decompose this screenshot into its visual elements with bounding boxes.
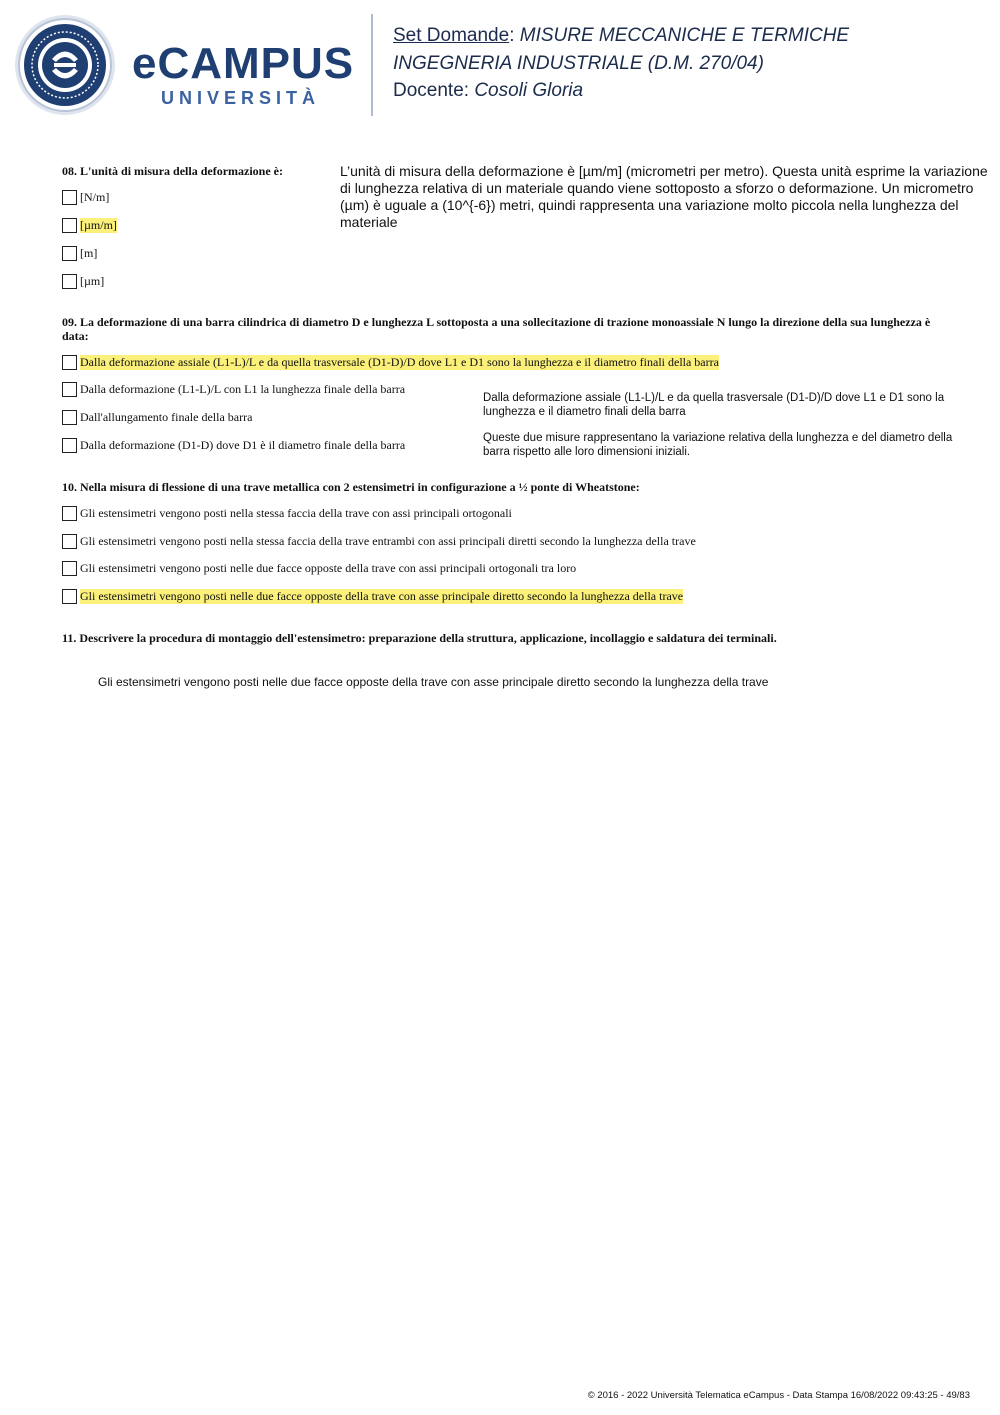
question-09-option-1[interactable]: Dalla deformazione assiale (L1-L)/L e da quella trasversale (D1-D)/D dove L1 e D1 sono la lunghezza e il diametro finali della barra — [62, 354, 719, 370]
question-09-answer-2: Queste due misure rappresentano la variazione relativa della lunghezza e del diametro della barra rispetto alle loro dimensioni iniziali. — [483, 432, 953, 458]
question-08-option-1[interactable]: [N/m] — [62, 189, 109, 205]
question-10-option-1[interactable]: Gli estensimetri vengono posti nella stessa faccia della trave con assi principali ortogonali — [62, 505, 512, 521]
question-08-title: 08. L'unità di misura della deformazione è: — [62, 164, 283, 178]
question-08-answer: L’unità di misura della deformazione è [µm/m] (micrometri per metro). Questa unità esprime la variazione di lunghezza relativa di un materiale quando viene sottoposto a sforzo o deformazione. Un micrometro (µm) è uguale a (10^{-6}) metri, quindi rappresenta una variazione molto piccola nella lunghezza del materiale — [340, 163, 988, 230]
question-11-title: 11. Descrivere la procedura di montaggio dell'estensimetro: preparazione della struttura, applicazione, incollaggio e saldatura dei terminali. — [62, 631, 777, 645]
set-title: MISURE MECCANICHE E TERMICHE — [519, 25, 850, 46]
checkbox[interactable] — [62, 355, 77, 370]
course-name: INGEGNERIA INDUSTRIALE (D.M. 270/04) — [393, 52, 764, 74]
question-09-answer-1: Dalla deformazione assiale (L1-L)/L e da quella trasversale (D1-D)/D dove L1 e D1 sono la lunghezza e il diametro finali della barra — [483, 392, 945, 418]
checkbox[interactable] — [62, 274, 77, 289]
checkbox[interactable] — [62, 438, 77, 453]
page-footer: © 2016 - 2022 Università Telematica eCampus - Data Stampa 16/08/2022 09:43:25 - 49/83 — [587, 1390, 970, 1401]
checkbox[interactable] — [62, 246, 77, 261]
header-divider — [371, 14, 373, 116]
question-10-option-4[interactable]: Gli estensimetri vengono posti nelle due facce opposte della trave con asse principale diretto secondo la lunghezza della trave — [62, 588, 683, 604]
docente-label: Docente: — [393, 80, 470, 101]
question-09-option-4[interactable]: Dalla deformazione (D1-D) dove D1 è il diametro finale della barra — [62, 437, 405, 453]
question-09-option-3[interactable]: Dall'allungamento finale della barra — [62, 409, 252, 425]
header-course-info: Set Domande: MISURE MECCANICHE E TERMICHE INGEGNERIA INDUSTRIALE (D.M. 270/04) Docente: Cosoli Gloria — [393, 25, 850, 101]
checkbox[interactable] — [62, 506, 77, 521]
university-seal-logo — [14, 14, 116, 116]
checkbox[interactable] — [62, 190, 77, 205]
page-header — [0, 0, 1000, 130]
question-10-option-3[interactable]: Gli estensimetri vengono posti nelle due facce opposte della trave con assi principali ortogonali tra loro — [62, 560, 576, 576]
question-10-title: 10. Nella misura di flessione di una trave metallica con 2 estensimetri in configurazione a ½ ponte di Wheatstone: — [62, 480, 640, 494]
docente-name: Cosoli Gloria — [474, 80, 584, 101]
checkbox[interactable] — [62, 589, 77, 604]
question-08-option-3[interactable]: [m] — [62, 245, 97, 261]
question-10-option-2[interactable]: Gli estensimetri vengono posti nella stessa faccia della trave entrambi con assi principali diretti secondo la lunghezza della trave — [62, 533, 696, 549]
universita-wordmark: UNIVERSITÀ — [161, 88, 321, 108]
set-label: Set Domande — [393, 25, 510, 46]
question-09-title: 09. La deformazione di una barra cilindrica di diametro D e lunghezza L sottoposta a una sollecitazione di trazione monoassiale N lungo la direzione della sua lunghezza è data: — [62, 315, 931, 343]
ecampus-wordmark: eCAMPUS — [132, 39, 355, 88]
checkbox[interactable] — [62, 218, 77, 233]
question-08-option-2[interactable]: [µm/m] — [62, 217, 117, 233]
checkbox[interactable] — [62, 410, 77, 425]
question-11-answer: Gli estensimetri vengono posti nelle due facce opposte della trave con asse principale diretto secondo la lunghezza della trave — [98, 675, 769, 689]
checkbox[interactable] — [62, 382, 77, 397]
question-08-option-4[interactable]: [µm] — [62, 273, 104, 289]
question-09-option-2[interactable]: Dalla deformazione (L1-L)/L con L1 la lunghezza finale della barra — [62, 381, 405, 397]
checkbox[interactable] — [62, 534, 77, 549]
checkbox[interactable] — [62, 561, 77, 576]
